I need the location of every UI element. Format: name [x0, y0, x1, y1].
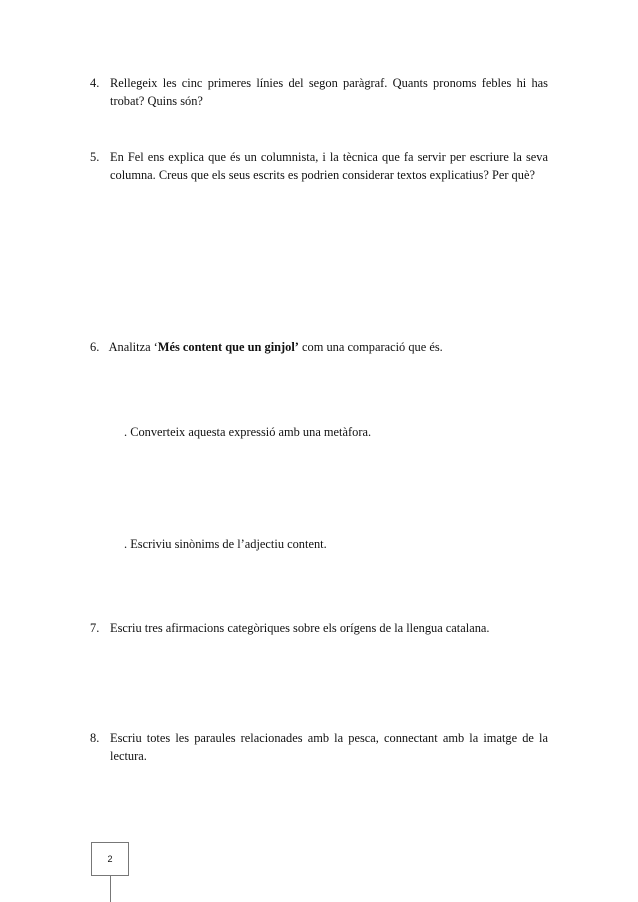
question-text: Rellegeix les cinc primeres línies del segon paràgraf. Quants pronoms febles hi has trobat? Quins són? [110, 76, 548, 108]
question-number: 4. [90, 76, 100, 90]
question-number: 6. [90, 340, 100, 354]
question-text: Escriu totes les paraules relacionades amb la pesca, connectant amb la imatge de la lectura. [110, 731, 548, 763]
page-number-box [91, 842, 129, 876]
page-number: 2 [107, 854, 113, 864]
subitem-synonyms: . Escriviu sinònims de l’adjectiu content. [124, 537, 327, 551]
question-text-bold: Més content que un ginjol’ [157, 340, 299, 354]
page-number-connector-line [110, 876, 111, 902]
subitem-metaphor: . Converteix aquesta expressió amb una metàfora. [124, 425, 372, 439]
question-text-suffix: com una comparació que és. [298, 340, 443, 354]
question-number: 5. [90, 150, 100, 164]
question-text-prefix: Analitza ‘ [108, 340, 158, 354]
question-number: 7. [90, 621, 100, 635]
question-number: 8. [90, 731, 100, 745]
question-text: Escriu tres afirmacions categòriques sobre els orígens de la llengua catalana. [110, 621, 490, 635]
question-6 [90, 338, 443, 356]
question-text: En Fel ens explica que és un columnista, i la tècnica que fa servir per escriure la seva columna. Creus que els seus escrits es podrien considerar textos explicatius? Per què? [110, 150, 548, 182]
